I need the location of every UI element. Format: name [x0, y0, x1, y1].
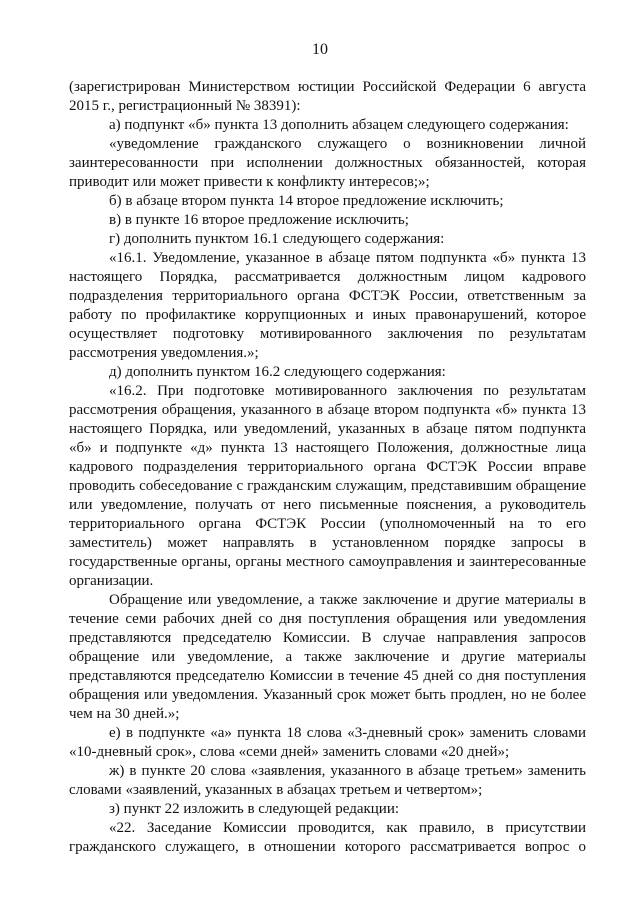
text-line: представляются председателю Комиссии в течение 45 дней со дня поступления — [69, 668, 586, 684]
text-line: «уведомление гражданского служащего о возникновении личной — [109, 136, 586, 152]
text-line: е) в подпункте «а» пункта 18 слова «3-дневный срок» заменить словами — [109, 725, 586, 741]
text-line: заинтересованности при исполнении должностных обязанностей, которая — [69, 155, 586, 171]
text-line: в) в пункте 16 второе предложение исключить; — [109, 212, 409, 228]
page-number: 10 — [312, 41, 328, 58]
text-line: настоящего Порядка, рассматривается должностным лицом кадрового — [69, 269, 586, 285]
text-line: (зарегистрирован Министерством юстиции Российской Федерации 6 августа — [69, 79, 586, 95]
text-line: рассмотрения обращения, указанного в абзаце втором подпункта «б» пункта 13 — [69, 402, 586, 418]
text-line: Обращение или уведомление, а также заключение и другие материалы в — [109, 592, 586, 608]
text-line: кадрового подразделения территориального органа ФСТЭК России вправе — [69, 459, 586, 475]
text-line: ж) в пункте 20 слова «заявления, указанного в абзаце третьем» заменить — [109, 763, 586, 779]
text-line: обращение или уведомление, а также заключение и другие материалы — [69, 649, 586, 665]
text-line: словами «заявлений, указанных в абзацах третьем и четвертом»; — [69, 782, 483, 798]
text-line: 2015 г., регистрационный № 38391): — [69, 98, 301, 114]
text-line: «б» и подпункте «д» пункта 13 настоящего Положения, должностные лица — [69, 440, 586, 456]
text-line: или уведомление, получать от него письменные пояснения, а руководитель — [69, 497, 586, 513]
text-line: подразделения территориального органа ФСТЭК России, ответственным за — [69, 288, 586, 304]
text-line: «16.2. При подготовке мотивированного заключения по результатам — [109, 383, 586, 399]
text-line: «22. Заседание Комиссии проводится, как правило, в присутствии — [109, 820, 586, 836]
text-line: рассмотрения уведомления.»; — [69, 345, 259, 361]
text-line: проводить собеседование с гражданским служащим, представившим обращение — [69, 478, 586, 494]
text-line: государственные органы, органы местного самоуправления и заинтересованные — [69, 554, 586, 570]
text-line: заместитель) может направлять в установленном порядке запросы в — [69, 535, 586, 551]
text-line: г) дополнить пунктом 16.1 следующего содержания: — [109, 231, 445, 247]
text-line: «16.1. Уведомление, указанное в абзаце пятом подпункта «б» пункта 13 — [109, 250, 586, 266]
text-line: работу по профилактике коррупционных и иных правонарушений, которое — [69, 307, 586, 323]
text-line: чем на 30 дней.»; — [69, 706, 180, 722]
text-line: обращения или уведомления. Указанный срок может быть продлен, но не более — [69, 687, 586, 703]
text-line: территориального органа ФСТЭК России (уполномоченный на то его — [69, 516, 586, 532]
text-line: представляются председателю Комиссии. В случае направления запросов — [69, 630, 586, 646]
text-line: осуществляет подготовку мотивированного заключения по результатам — [69, 326, 586, 342]
text-line: з) пункт 22 изложить в следующей редакции: — [109, 801, 400, 817]
text-line: «10-дневный срок», слова «семи дней» заменить словами «20 дней»; — [69, 744, 510, 760]
text-line: б) в абзаце втором пункта 14 второе предложение исключить; — [109, 193, 504, 209]
text-line: гражданского служащего, в отношении которого рассматривается вопрос о — [69, 839, 586, 855]
text-line: а) подпункт «б» пункта 13 дополнить абзацем следующего содержания: — [109, 117, 569, 133]
text-line: течение семи рабочих дней со дня поступления обращения или уведомления — [69, 611, 586, 627]
text-line: д) дополнить пунктом 16.2 следующего содержания: — [109, 364, 446, 380]
text-line: организации. — [69, 573, 154, 589]
text-line: приводит или может привести к конфликту интересов;»; — [69, 174, 430, 190]
text-line: настоящего Порядка, или уведомлений, указанных в абзаце пятом подпункта — [69, 421, 586, 437]
